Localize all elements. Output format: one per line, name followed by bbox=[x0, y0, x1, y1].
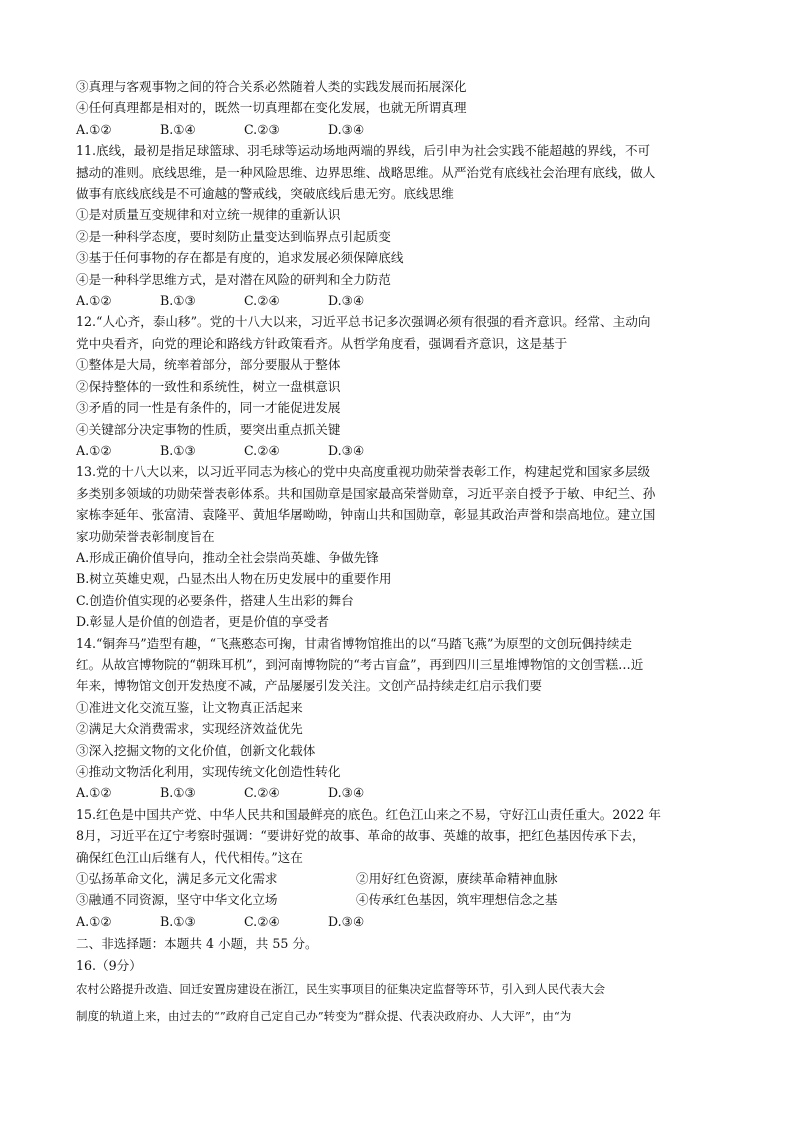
option-b: B.①③ bbox=[160, 293, 196, 309]
option-a: A.①② bbox=[76, 785, 112, 801]
q13-stem-line: 多类别多领域的功勋荣誉表彰体系。共和国勋章是国家最高荣誉勋章，习近平亲自授予于敏、申纪兰、孙 bbox=[76, 485, 656, 501]
option-c: C.②③ bbox=[244, 121, 280, 137]
q13-option-d: D.彰显人是价值的创造者，更是价值的享受者 bbox=[76, 614, 329, 630]
q15-statement-4: ④传承红色基因，筑牢理想信念之基 bbox=[356, 892, 558, 908]
q15-statement-2: ②用好红色资源，赓续革命精神血脉 bbox=[356, 871, 558, 887]
q14-stem-line: 年来，博物馆文创开发热度不减，产品屡屡引发关注。文创产品持续走红启示我们要 bbox=[76, 678, 542, 694]
q15-stem-line: 8月，习近平在辽宁考察时强调：“要讲好党的故事、革命的故事、英雄的故事，把红色基因传承下去， bbox=[76, 828, 645, 844]
q14-options bbox=[76, 782, 722, 803]
q14-stem-line: 14.“铜奔马”造型有趣，“飞燕憨态可掬，甘肃省博物馆推出的以“马踏飞燕”为原型的文创玩偶持续走 bbox=[76, 635, 632, 651]
q13-stem-line: 家栋李延年、张富清、袁隆平、黄旭华屠呦呦，钟南山共和国勋章，彰显其政治声誉和崇高地位。建立国 bbox=[76, 507, 656, 523]
q13-option-c: C.创造价值实现的必要条件，搭建人生出彩的舞台 bbox=[76, 592, 354, 608]
q13-option-b: B.树立英雄史观，凸显杰出人物在历史发展中的重要作用 bbox=[76, 571, 392, 587]
q14-statement-4: ④推动文物活化利用，实现传统文化创造性转化 bbox=[76, 764, 341, 779]
q13-option-a: A.形成正确价值导向，推动全社会崇尚英雄、争做先锋 bbox=[76, 549, 379, 565]
option-a: A.①② bbox=[76, 121, 112, 137]
option-b: B.①③ bbox=[160, 913, 196, 929]
option-d: D.③④ bbox=[328, 913, 365, 929]
q12-statement-4: ④关键部分决定事物的性质，要突出重点抓关键 bbox=[76, 421, 341, 437]
option-d: D.③④ bbox=[328, 293, 365, 309]
q13-stem-line: 13.党的十八大以来，以习近平同志为核心的党中央高度重视功勋荣誉表彰工作，构建起党和国家多层级 bbox=[76, 464, 651, 480]
q11-statement-3: ③基于任何事物的存在都是有度的，追求发展必须保障底线 bbox=[76, 250, 404, 266]
option-b: B.①③ bbox=[160, 442, 196, 458]
option-a: A.①② bbox=[76, 913, 112, 929]
option-b: B.①③ bbox=[160, 785, 196, 801]
q13-stem-line: 家功勋荣誉表彰制度旨在 bbox=[76, 528, 215, 544]
option-b: B.①④ bbox=[160, 121, 196, 137]
q16-text-line: 农村公路提升改造、回迁安置房建设在浙江，民生实事项目的征集决定监督等环节，引入到人民代表大会 bbox=[76, 982, 605, 997]
option-d: D.③④ bbox=[328, 442, 365, 458]
q15-statement-1: ①弘扬革命文化，满足多元文化需求 bbox=[76, 871, 278, 887]
option-c: C.②④ bbox=[244, 442, 280, 458]
q10-options bbox=[76, 119, 722, 140]
q11-statement-4: ④是一种科学思维方式，是对潜在风险的研判和全力防范 bbox=[76, 271, 391, 287]
q15-statements-row-1 bbox=[76, 868, 722, 889]
q12-statement-1: ①整体是大局，统率着部分，部分要服从于整体 bbox=[76, 357, 341, 373]
q11-stem-line: 11.底线，最初是指足球篮球、羽毛球等运动场地两端的界线，后引申为社会实践不能超越的界线，不可 bbox=[76, 143, 651, 159]
q14-statement-3: ③深入挖掘文物的文化价值，创新文化载体 bbox=[76, 742, 316, 758]
q10-statement-4: ④任何真理都是相对的，既然一切真理都在变化发展，也就无所谓真理 bbox=[76, 100, 467, 116]
q16-title: 16.（9分） bbox=[76, 957, 142, 973]
section-heading: 二、非选择题：本题共 4 小题，共 55 分。 bbox=[76, 936, 318, 952]
q14-statement-2: ②满足大众消费需求，实现经济效益优先 bbox=[76, 721, 303, 737]
q11-stem-line: 撼动的准则。底线思维，是一种风险思维、边界思维、战略思维。从严治党有底线社会治理有底线，做人 bbox=[76, 164, 656, 180]
q15-options bbox=[76, 911, 722, 932]
q16-text-line: 制度的轨道上来，由过去的“”政府自己定自己办”转变为“群众提、代表决政府办、人大评”，由“为 bbox=[76, 1009, 572, 1024]
q12-stem-line: 党中央看齐，向党的理论和路线方针政策看齐。从哲学角度看，强调看齐意识，这是基于 bbox=[76, 335, 568, 351]
option-c: C.②④ bbox=[244, 785, 280, 801]
q15-statements-row-2 bbox=[76, 889, 722, 910]
option-a: A.①② bbox=[76, 293, 112, 309]
q11-stem-line: 做事有底线底线是不可逾越的警戒线，突破底线后患无穷。底线思维 bbox=[76, 186, 454, 202]
q11-options bbox=[76, 290, 722, 311]
q12-options bbox=[76, 440, 722, 461]
q15-stem-line: 确保红色江山后继有人，代代相传。”这在 bbox=[76, 849, 303, 865]
q14-stem-line: 红。从故宫博物院的“朝珠耳机”，到河南博物院的“考古盲盒”，再到四川三星堆博物馆的文创雪糕…近 bbox=[76, 656, 644, 672]
q12-statement-3: ③矛盾的同一性是有条件的，同一才能促进发展 bbox=[76, 400, 341, 416]
option-c: C.②④ bbox=[244, 293, 280, 309]
q15-statement-3: ③融通不同资源，坚守中华文化立场 bbox=[76, 892, 278, 908]
q10-statement-3: ③真理与客观事物之间的符合关系必然随着人类的实践发展而拓展深化 bbox=[76, 79, 467, 94]
exam-page bbox=[76, 76, 722, 1030]
option-d: D.③④ bbox=[328, 121, 365, 137]
q11-statement-2: ②是一种科学态度，要时刻防止量变达到临界点引起质变 bbox=[76, 228, 391, 244]
q11-statement-1: ①是对质量互变规律和对立统一规律的重新认识 bbox=[76, 207, 341, 223]
q12-stem-line: 12.“人心齐，泰山移”。党的十八大以来，习近平总书记多次强调必须有很强的看齐意识。经常、主动向 bbox=[76, 314, 651, 330]
q15-stem-line: 15.红色是中国共产党、中华人民共和国最鲜亮的底色。红色江山来之不易，守好江山责任重大。2022 年 bbox=[76, 806, 662, 822]
q12-statement-2: ②保持整体的一致性和系统性，树立一盘棋意识 bbox=[76, 378, 341, 394]
q14-statement-1: ①准进文化交流互鉴，让文物真正活起来 bbox=[76, 699, 303, 715]
option-a: A.①② bbox=[76, 442, 112, 458]
option-d: D.③④ bbox=[328, 785, 365, 801]
option-c: C.②④ bbox=[244, 913, 280, 929]
